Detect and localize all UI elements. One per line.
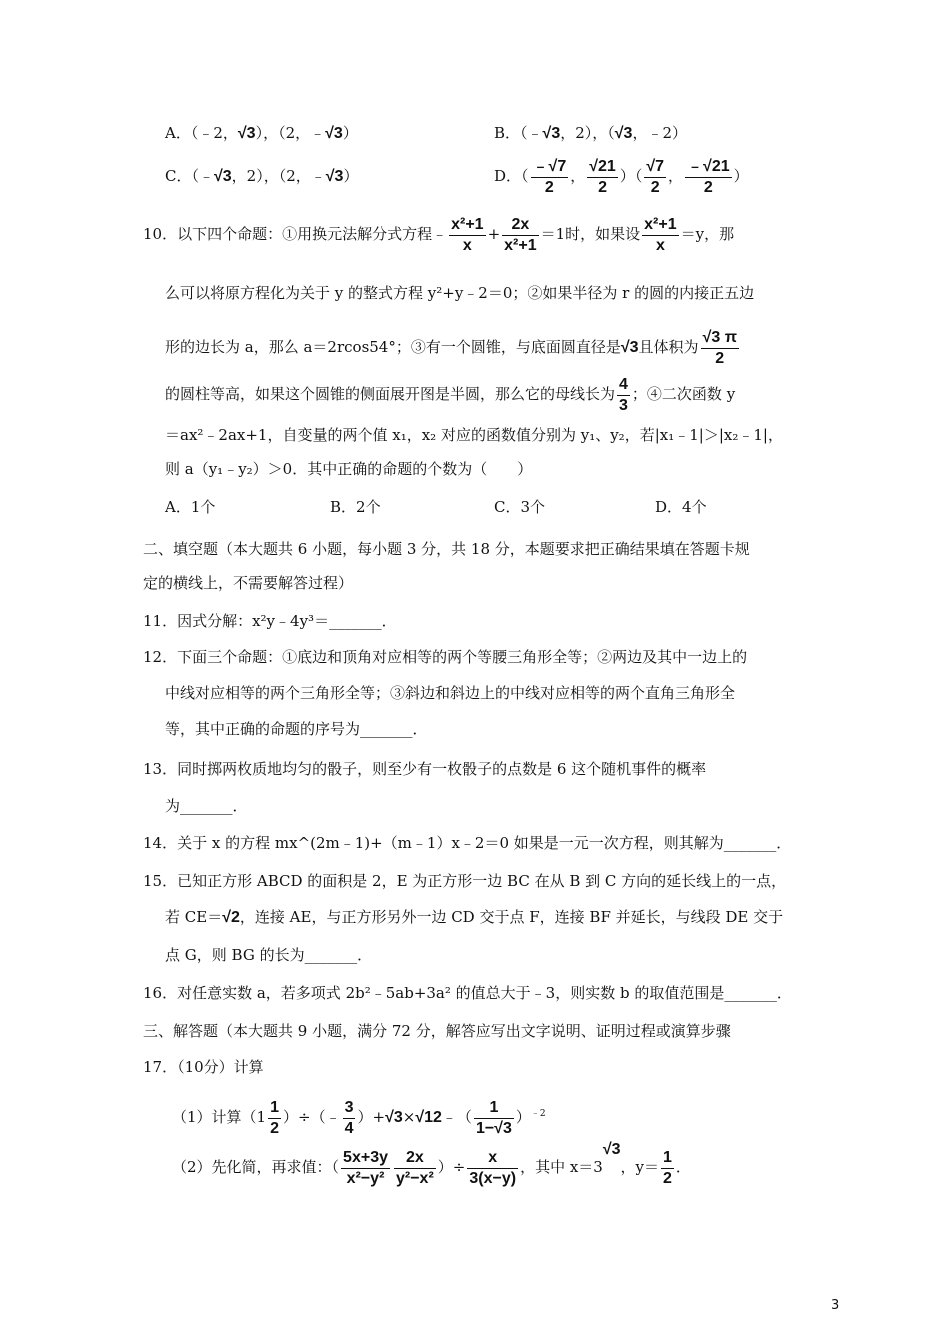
section3-heading: 三、解答题（本大题共 9 小题，满分 72 分，解答应写出文字说明、证明过程或演算步骤	[143, 1022, 731, 1040]
q9-option-c: C．（﹣√3，2），（2，﹣√3）	[165, 167, 359, 185]
q12-line3: 等，其中正确的命题的序号为_______．	[165, 720, 428, 738]
q15-line2: 若 CE＝√2，连接 AE，与正方形另外一边 CD 交于点 F，连接 BF 并延长，与线段 DE 交于	[165, 908, 784, 926]
q9-option-b: B．（﹣√3，2），（√3，﹣2）	[494, 124, 687, 142]
q10-line2: 么可以将原方程化为关于 y 的整式方程 y²+y﹣2＝0；②如果半径为 r 的圆的内接正五边	[165, 284, 755, 302]
q13-line2: 为_______．	[165, 797, 248, 815]
section2-heading-line2: 定的横线上，不需要解答过程）	[143, 574, 354, 592]
q13-line1: 13．同时掷两枚质地均匀的骰子，则至少有一枚骰子的点数是 6 这个随机事件的概率	[143, 760, 707, 778]
q10-option-c: C．3个	[494, 498, 546, 516]
q10-line6: 则 a（y₁﹣y₂）＞0．其中正确的命题的个数为（ ）	[165, 460, 533, 478]
q12-line1: 12．下面三个命题：①底边和顶角对应相等的两个等腰三角形全等；②两边及其中一边上的	[143, 648, 748, 666]
q17-part1: （1）计算（1 $\frac{1}{2}$ ）÷（﹣ $\frac{3}{4}$ ）+√3×√12﹣（ $\frac{1}{1-√3}$ ）$^{﹣2}$	[172, 1098, 546, 1137]
q17-title: 17．（10分）计算	[143, 1058, 264, 1076]
q16: 16．对任意实数 a，若多项式 2b²﹣5ab+3a² 的值总大于﹣3，则实数 b 的取值范围是_______．	[143, 984, 792, 1002]
q9-option-a: A．（﹣2，√3），（2，﹣√3）	[165, 124, 358, 142]
section2-heading-line1: 二、填空题（本大题共 6 小题，每小题 3 分，共 18 分，本题要求把正确结果填在答题卡规	[143, 540, 750, 558]
q9-option-d: D．（ $\frac{﹣√7}{2}$ ， $\frac{√21}{2}$ ）（ $\frac{√7}{2}$ ， $\frac{﹣√21}{2}$ ）	[494, 157, 749, 196]
q10-option-a: A．1个	[165, 498, 216, 516]
q15-line1: 15．已知正方形 ABCD 的面积是 2，E 为正方形一边 BC 在从 B 到 C 方向的延长线上的一点，	[143, 872, 787, 890]
q11: 11．因式分解：x²y﹣4y³＝_______．	[143, 612, 397, 630]
q10-line5: ＝ax²﹣2ax+1，自变量的两个值 x₁，x₂ 对应的函数值分别为 y₁、y₂，若|x₁﹣1|＞|x₂﹣1|，	[165, 426, 783, 444]
page-number: 3	[831, 1298, 840, 1313]
q17-part2: （2）先化简，再求值：（ $\frac{5x+3y}{\text{x²−y²}}$ $\frac{2x}{\text{y²−x²}}$ ）÷ $\frac{x}{3(x-y)}$ ，其中 x＝3√3，y＝ $\frac{1}{2}$ ．	[172, 1141, 691, 1187]
q10-line4: 的圆柱等高，如果这个圆锥的侧面展开图是半圆，那么它的母线长为 $\frac{4}{3}$ ；④二次函数 y	[165, 375, 736, 414]
q15-line3: 点 G，则 BG 的长为_______．	[165, 946, 373, 964]
q10-line1: 10．以下四个命题：①用换元法解分式方程﹣ $\frac{\text{x²+1}}{x}$ + $\frac{2x}{\text{x²+1}}$ ＝1时，如果设 $\frac{\text{x²+1}}{x}$ ＝y，那	[143, 215, 735, 254]
q10-line3: 形的边长为 a，那么 a＝2rcos54°；③有一个圆锥，与底面圆直径是√3且体积为 $\frac{√3 \pi}{2}$	[165, 328, 737, 367]
q14: 14．关于 x 的方程 mx^(2m﹣1)+（m﹣1）x﹣2＝0 如果是一元一次方程，则其解为_______．	[143, 834, 792, 852]
q12-line2: 中线对应相等的两个三角形全等；③斜边和斜边上的中线对应相等的两个直角三角形全	[165, 684, 736, 702]
q10-option-b: B．2个	[330, 498, 381, 516]
q10-option-d: D．4个	[655, 498, 707, 516]
